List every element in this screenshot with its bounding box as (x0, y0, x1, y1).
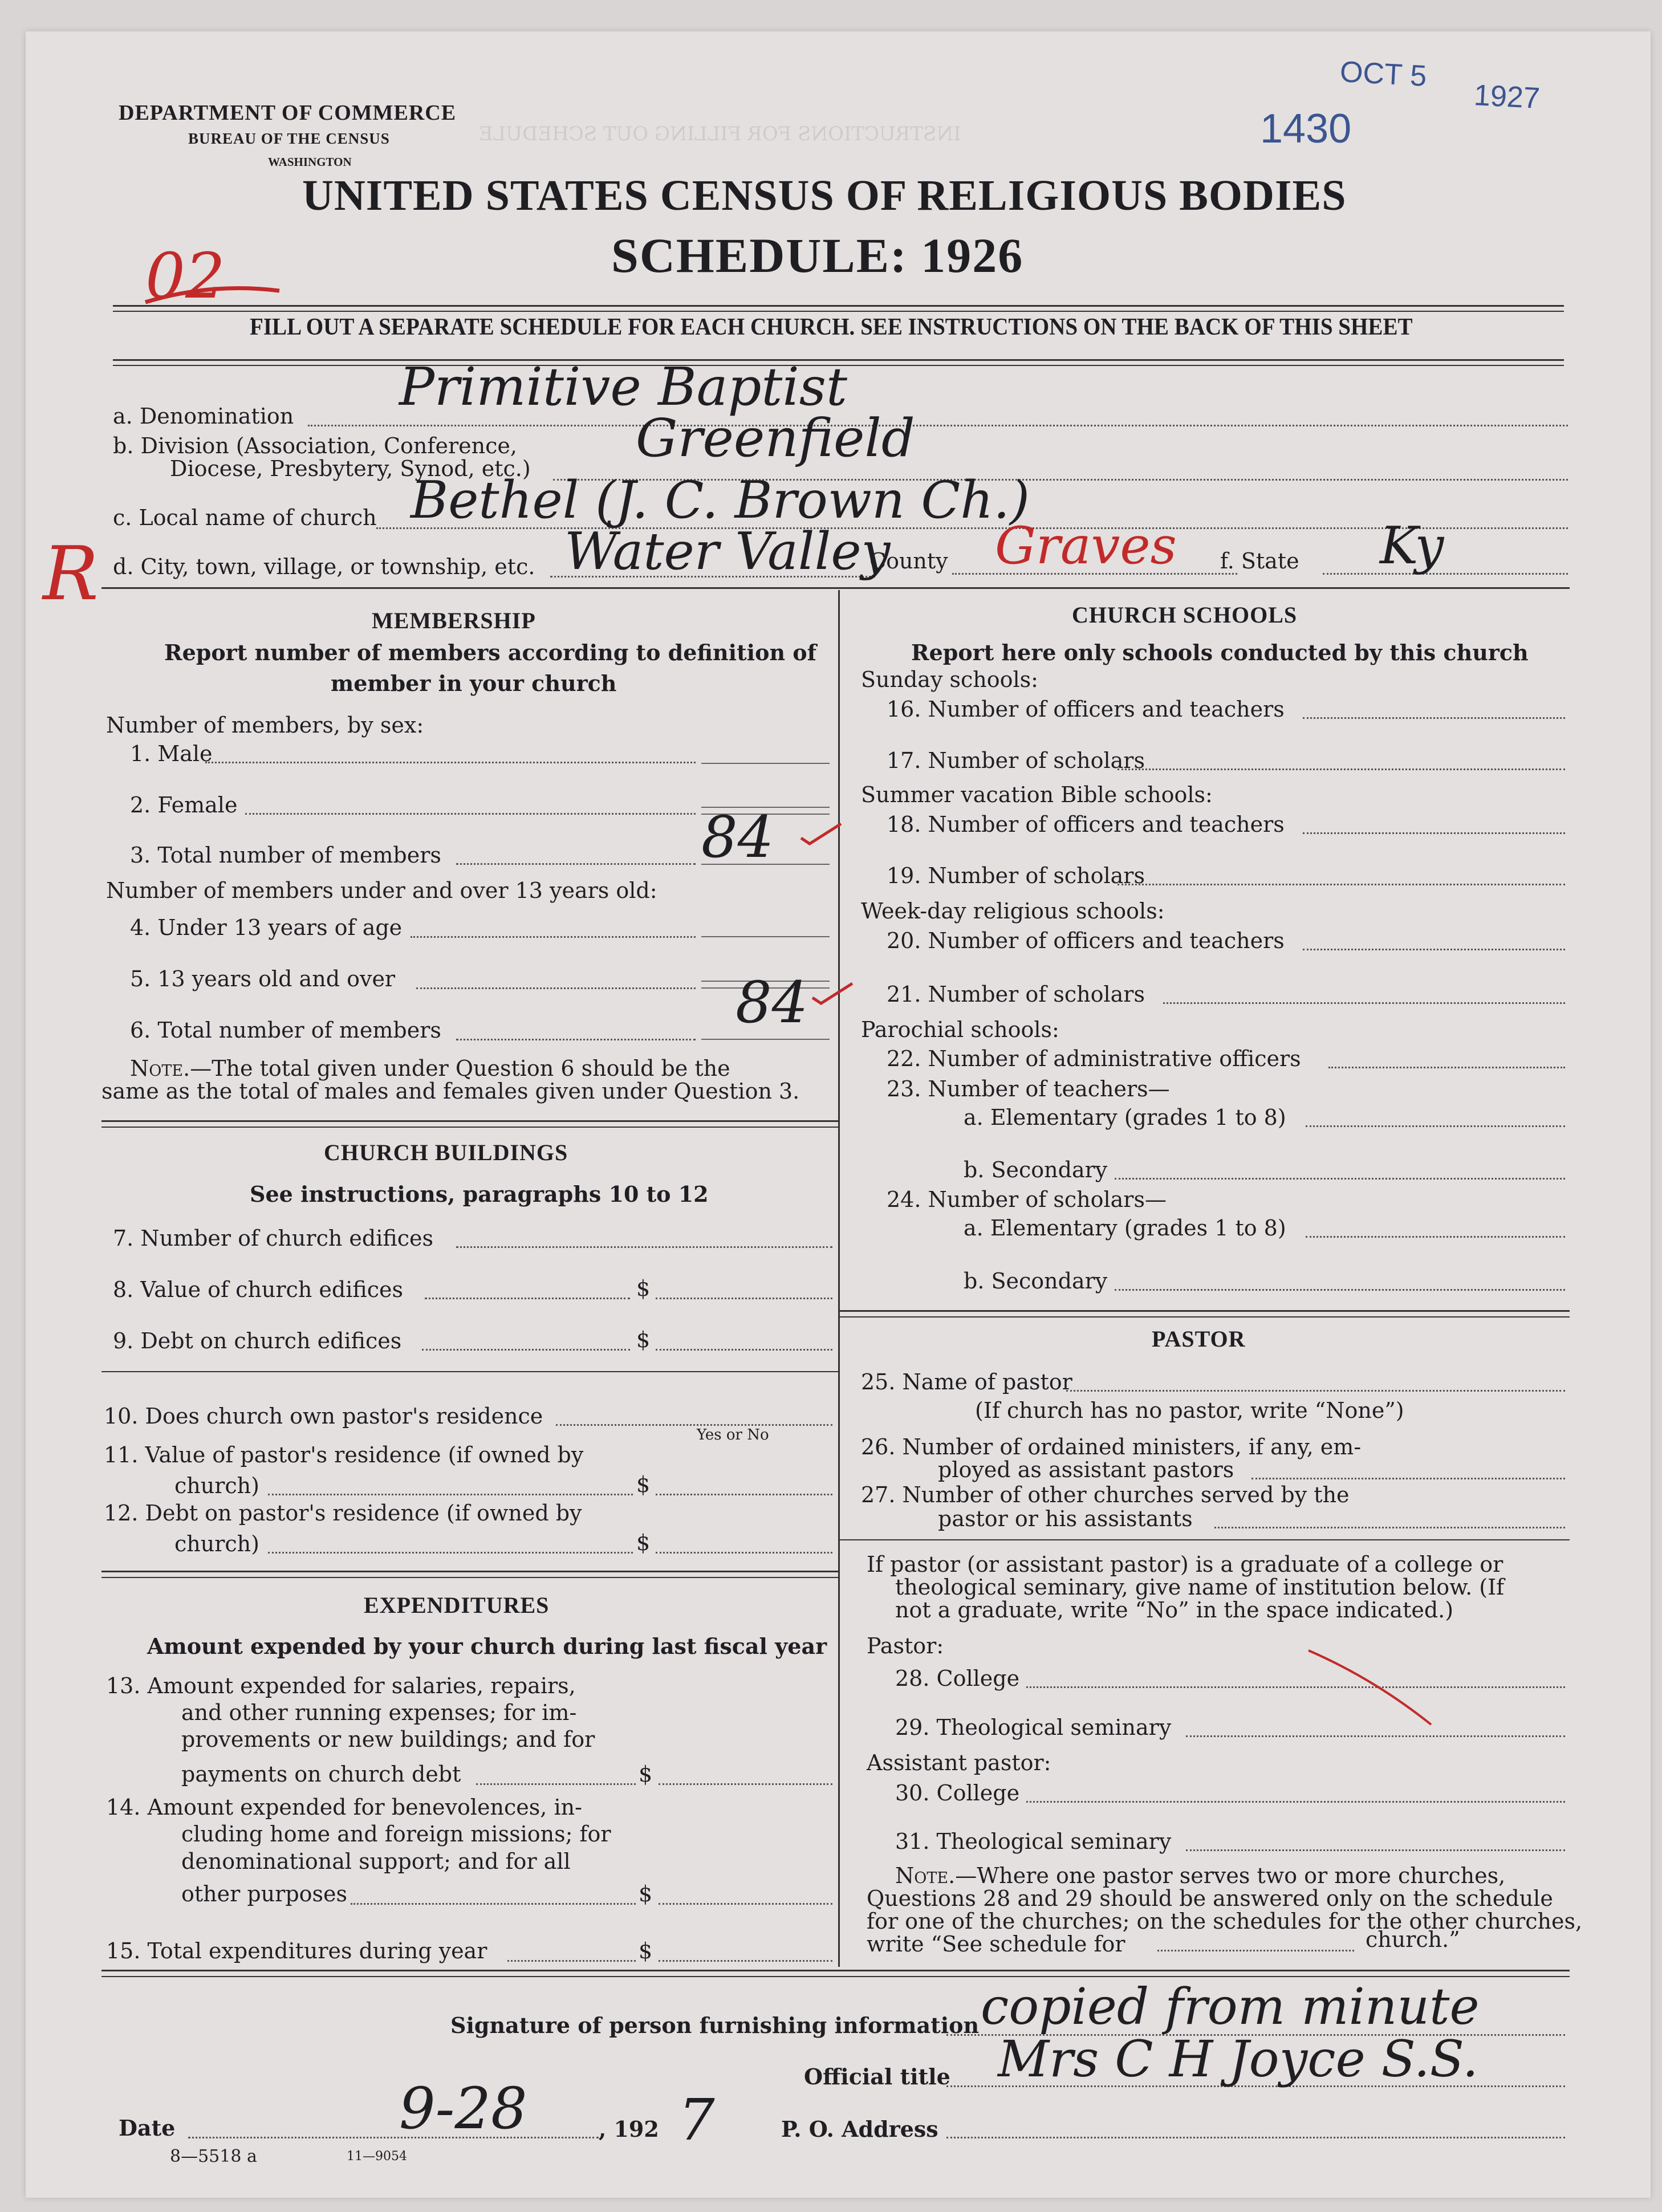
q17-label: 17. Number of scholars (887, 748, 1145, 773)
red-slash-mark (1306, 1645, 1437, 1730)
division-label-2: Diocese, Presbytery, Synod, etc.) (170, 456, 531, 481)
print-number: 11—9054 (347, 2149, 407, 2164)
q21-field[interactable] (1163, 1002, 1565, 1004)
q23a-field[interactable] (1306, 1125, 1565, 1127)
date-field[interactable] (188, 2137, 599, 2138)
pastor-subhead: Pastor: (867, 1633, 944, 1658)
q27-field[interactable] (1214, 1527, 1565, 1528)
q12-label-2: church) (174, 1531, 259, 1556)
q15-field[interactable] (659, 1960, 832, 1962)
membership-note-2: same as the total of males and females given under Question 3. (101, 1079, 800, 1104)
q14-label-4: other purposes (181, 1881, 348, 1906)
yes-no-hint: Yes or No (697, 1426, 769, 1444)
q22-field[interactable] (1328, 1067, 1565, 1068)
pastor-note-text: —Where one pastor serves two or more churches, (955, 1863, 1506, 1888)
membership-intro-2: member in your church (331, 670, 617, 696)
q1-label: 1. Male (130, 741, 213, 766)
q5-leader (416, 987, 696, 989)
q28-field[interactable] (1026, 1686, 1565, 1688)
q9-leader (422, 1349, 630, 1351)
membership-end-rule (101, 1120, 838, 1122)
bureau-name: BUREAU OF THE CENSUS (188, 130, 390, 147)
q30-label: 30. College (895, 1780, 1020, 1806)
q12-leader (268, 1552, 633, 1554)
q13-field[interactable] (659, 1783, 832, 1785)
q2-label: 2. Female (130, 792, 238, 818)
q25-label: 25. Name of pastor (861, 1369, 1072, 1394)
q9-field[interactable] (656, 1349, 832, 1351)
q20-field[interactable] (1303, 949, 1565, 950)
q14-leader (351, 1903, 636, 1905)
q6-answer-field[interactable] (701, 1039, 830, 1040)
q11-label: 11. Value of pastor's residence (if owned by (104, 1442, 584, 1467)
q26-label: 26. Number of ordained ministers, if any, em- (861, 1434, 1362, 1459)
q31-field[interactable] (1186, 1849, 1565, 1851)
q24a-field[interactable] (1306, 1236, 1565, 1238)
membership-title: MEMBERSHIP (372, 608, 536, 633)
q18-field[interactable] (1303, 832, 1565, 834)
pastor-note-lead: Note. (895, 1863, 956, 1888)
see-schedule-field[interactable] (1157, 1950, 1354, 1951)
q8-field[interactable] (656, 1298, 832, 1299)
pastor-note-3: for one of the churches; on the schedules for the other churches, (867, 1909, 1583, 1934)
q28-label: 28. College (895, 1666, 1020, 1691)
q11-leader (268, 1494, 633, 1495)
assistant-pastor-subhead: Assistant pastor: (867, 1750, 1051, 1775)
q18-label: 18. Number of officers and teachers (887, 812, 1285, 837)
q8-leader (425, 1298, 630, 1299)
date-label: Date (119, 2115, 176, 2141)
footer-rule (101, 1970, 1570, 1971)
q30-field[interactable] (1026, 1801, 1565, 1803)
expenditures-intro: Amount expended by your church during last fiscal year (147, 1633, 827, 1659)
division-value: Greenfield (636, 408, 915, 469)
expenditures-title: EXPENDITURES (364, 1592, 550, 1618)
schools-intro: Report here only schools conducted by this church (911, 640, 1529, 665)
q15-dollar: $ (639, 1938, 653, 1963)
form-number: 8—5518 a (170, 2146, 257, 2166)
q3-value: 84 (701, 804, 774, 871)
q13-label-3: provements or new buildings; and for (181, 1727, 595, 1752)
pastor-title: PASTOR (1152, 1326, 1246, 1352)
q23a-label: a. Elementary (grades 1 to 8) (964, 1105, 1286, 1130)
q10-label: 10. Does church own pastor's residence (104, 1404, 543, 1429)
q15-label: 15. Total expenditures during year (106, 1938, 487, 1963)
q14-label-3: denominational support; and for all (181, 1849, 571, 1874)
q23b-label: b. Secondary (964, 1157, 1108, 1182)
q6-leader (456, 1039, 696, 1040)
q8-label: 8. Value of church edifices (113, 1277, 403, 1302)
received-date-stamp: OCT 5 (1339, 55, 1428, 93)
by-sex-label: Number of members, by sex: (106, 713, 424, 738)
department-name: DEPARTMENT OF COMMERCE (119, 101, 457, 125)
q4-answer-field[interactable] (701, 936, 830, 937)
official-title-value: Mrs C H Joyce S.S. (998, 2030, 1478, 2088)
q9-dollar: $ (636, 1327, 651, 1352)
q24a-label: a. Elementary (grades 1 to 8) (964, 1215, 1286, 1241)
date-value: 9-28 (399, 2075, 527, 2142)
red-underline-mark (143, 279, 285, 314)
q31-label: 31. Theological seminary (895, 1829, 1172, 1854)
membership-end-rule-2 (101, 1127, 838, 1128)
q13-label-2: and other running expenses; for im- (181, 1700, 577, 1725)
q16-label: 16. Number of officers and teachers (887, 697, 1285, 722)
denomination-field[interactable] (308, 425, 1568, 426)
schools-end-rule-2 (838, 1316, 1570, 1318)
q17-field[interactable] (1118, 768, 1565, 770)
q14-field[interactable] (659, 1903, 832, 1905)
official-title-label: Official title (804, 2064, 950, 2089)
q13-dollar: $ (639, 1762, 653, 1787)
pastor-note-4: write “See schedule for (867, 1932, 1125, 1957)
q3-red-check (798, 821, 844, 849)
q9-label: 9. Debt on church edifices (113, 1328, 402, 1353)
state-label: f. State (1220, 548, 1299, 574)
q1-answer-field[interactable] (701, 763, 830, 764)
membership-note-text: —The total given under Question 6 should be the (190, 1056, 730, 1081)
q25-note: (If church has no pastor, write “None”) (975, 1398, 1404, 1423)
division-label: b. Division (Association, Conference, (113, 433, 517, 458)
date-year-value: 7 (678, 2087, 715, 2153)
q26-field[interactable] (1251, 1478, 1565, 1479)
membership-note-lead: Note. (130, 1056, 190, 1081)
q24b-field[interactable] (1115, 1289, 1565, 1291)
q4-label: 4. Under 13 years of age (130, 915, 403, 940)
buildings-intro: See instructions, paragraphs 10 to 12 (250, 1181, 709, 1207)
header-rule-top-2 (113, 311, 1564, 312)
q14-dollar: $ (639, 1881, 653, 1906)
q22-label: 22. Number of administrative officers (887, 1046, 1301, 1071)
date-year-prefix: , 192 (599, 2116, 659, 2142)
parochial-label: Parochial schools: (861, 1017, 1059, 1042)
buildings-title: CHURCH BUILDINGS (324, 1140, 568, 1165)
q11-label-2: church) (174, 1473, 259, 1498)
summer-label: Summer vacation Bible schools: (861, 782, 1213, 807)
q29-field[interactable] (1186, 1735, 1565, 1737)
q21-label: 21. Number of scholars (887, 982, 1145, 1007)
po-address-field[interactable] (946, 2137, 1565, 2138)
q15-leader (507, 1960, 636, 1962)
q11-dollar: $ (636, 1472, 651, 1497)
q4-leader (411, 936, 696, 938)
q20-label: 20. Number of officers and teachers (887, 928, 1285, 953)
q24-label: 24. Number of scholars— (887, 1187, 1167, 1212)
header-rule-top (113, 305, 1564, 307)
pastor-note-2: Questions 28 and 29 should be answered only on the schedule (867, 1886, 1553, 1911)
q12-field[interactable] (656, 1552, 832, 1554)
pastor-note (895, 1863, 1505, 1888)
column-divider (838, 590, 840, 1967)
q14-label: 14. Amount expended for benevolences, in- (106, 1795, 582, 1820)
q14-label-2: cluding home and foreign missions; for (181, 1821, 611, 1847)
q6-value: 84 (735, 969, 808, 1036)
q13-label: 13. Amount expended for salaries, repairs, (106, 1673, 576, 1698)
signature-label: Signature of person furnishing information (450, 2012, 980, 2038)
q16-field[interactable] (1303, 717, 1565, 719)
pastor-note-5: church.” (1366, 1927, 1460, 1952)
signature-value: copied from minute (981, 1977, 1480, 2036)
buildings-end-rule-2 (101, 1577, 838, 1578)
q19-field[interactable] (1118, 884, 1565, 885)
q11-field[interactable] (656, 1494, 832, 1495)
received-year-stamp: 1927 (1473, 79, 1541, 115)
q25-field[interactable] (1066, 1390, 1565, 1392)
bleed-through-text: INSTRUCTIONS FOR FILLING OUT SCHEDULE (479, 123, 961, 145)
q12-label: 12. Debt on pastor's residence (if owned by (104, 1501, 582, 1526)
q24b-label: b. Secondary (964, 1268, 1108, 1294)
buildings-end-rule (101, 1571, 838, 1572)
schools-title: CHURCH SCHOOLS (1072, 602, 1298, 628)
county-label: County (869, 548, 948, 574)
q2-leader (245, 813, 696, 815)
state-field[interactable] (1323, 573, 1568, 575)
q29-label: 29. Theological seminary (895, 1715, 1172, 1740)
section-rule (101, 587, 1570, 589)
q12-dollar: $ (636, 1530, 651, 1555)
q6-label: 6. Total number of members (130, 1018, 441, 1043)
pastor-mid-rule (838, 1539, 1570, 1540)
q26-label-2: ployed as assistant pastors (938, 1457, 1234, 1482)
denomination-value: Primitive Baptist (399, 356, 847, 417)
q10-field[interactable] (556, 1424, 832, 1426)
q7-label: 7. Number of church edifices (113, 1226, 433, 1251)
form-title: UNITED STATES CENSUS OF RELIGIOUS BODIES (302, 172, 1347, 219)
red-r-mark: R (43, 530, 99, 617)
city-label: d. City, town, village, or township, etc. (113, 554, 535, 579)
county-value: Graves (995, 516, 1177, 576)
q27-label: 27. Number of other churches served by the (861, 1482, 1350, 1507)
sunday-label: Sunday schools: (861, 667, 1038, 692)
local-name-label: c. Local name of church (113, 505, 377, 530)
schedule-title: SCHEDULE: 1926 (611, 228, 1024, 283)
state-value: Ky (1380, 516, 1444, 576)
q13-label-4: payments on church debt (181, 1762, 461, 1787)
buildings-mid-rule (101, 1371, 838, 1372)
q3-label: 3. Total number of members (130, 843, 441, 868)
q3-leader (456, 863, 696, 865)
po-address-label: P. O. Address (781, 2116, 938, 2142)
membership-intro: Report number of members according to definition of (164, 640, 816, 665)
graduate-instruction-2: theological seminary, give name of institution below. (If (895, 1575, 1505, 1600)
q19-label: 19. Number of scholars (887, 863, 1145, 888)
file-number-stamp: 1430 (1260, 106, 1352, 152)
by-age-label: Number of members under and over 13 years old: (106, 878, 657, 903)
schools-end-rule (838, 1310, 1570, 1312)
q23b-field[interactable] (1115, 1178, 1565, 1180)
city-name: WASHINGTON (268, 155, 352, 169)
q5-label: 5. 13 years old and over (130, 966, 396, 991)
q6-red-check (810, 981, 855, 1009)
denomination-label: a. Denomination (113, 404, 294, 429)
instruction-banner: FILL OUT A SEPARATE SCHEDULE FOR EACH CHURCH. SEE INSTRUCTIONS ON THE BACK OF THIS SHEET (250, 314, 1413, 340)
q7-field[interactable] (456, 1246, 832, 1248)
q8-dollar: $ (636, 1276, 651, 1301)
q27-label-2: pastor or his assistants (938, 1506, 1193, 1531)
local-name-value: Bethel (J. C. Brown Ch.) (411, 470, 1030, 530)
q13-leader (476, 1783, 636, 1785)
red-code-mark: 02 (145, 239, 225, 312)
graduate-instruction-3: not a graduate, write “No” in the space indicated.) (895, 1597, 1454, 1623)
q23-label: 23. Number of teachers— (887, 1076, 1170, 1101)
weekday-label: Week-day religious schools: (861, 898, 1165, 924)
q1-leader (205, 762, 696, 763)
graduate-instruction: If pastor (or assistant pastor) is a graduate of a college or (867, 1552, 1503, 1577)
city-value: Water Valley (564, 522, 891, 582)
membership-note (130, 1056, 730, 1081)
